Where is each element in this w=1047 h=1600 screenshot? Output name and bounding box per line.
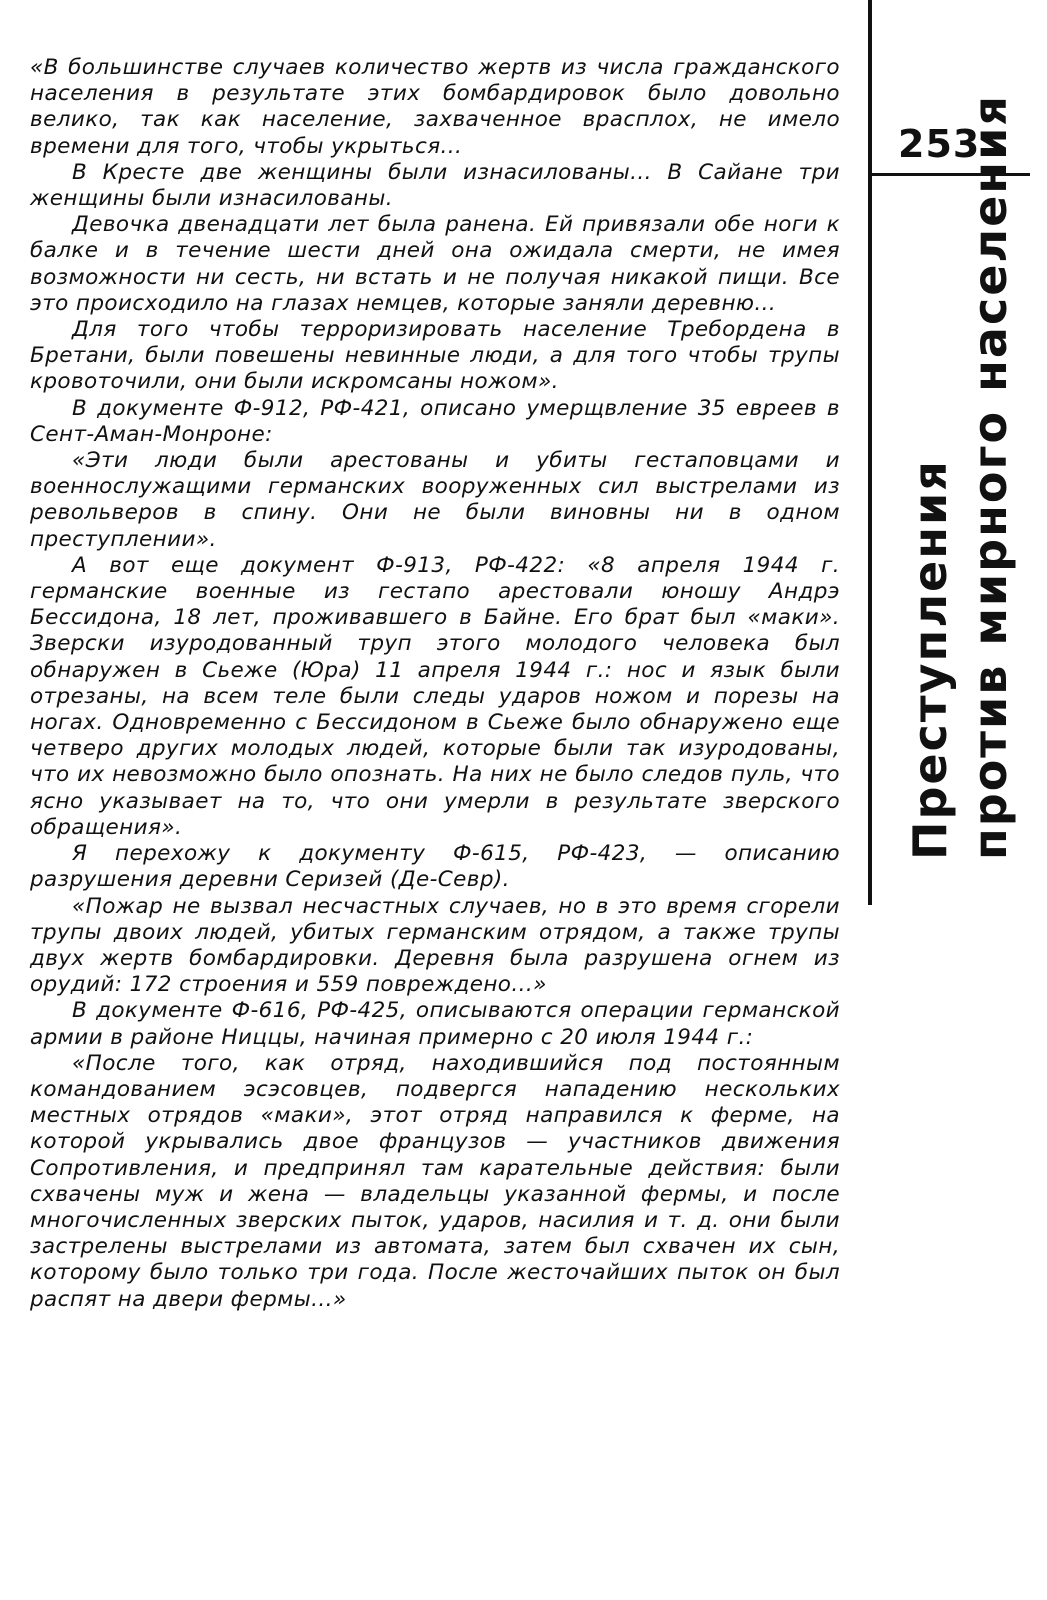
running-header-line-2: против мирного населения: [963, 94, 1017, 860]
page-number: 253: [898, 122, 981, 166]
running-header-line-1: Преступления: [903, 459, 957, 860]
paragraph: А вот еще документ Ф-913, РФ-422: «8 апреля 1944 г. германские военные из гестапо арестовали юношу Андрэ Бессидона, 18 лет, проживавшего в Байне. Его брат был «маки». Зверски изуродованный труп этого молодого человека был обнаружен в Сьеже (Юра) 11 апреля 1944 г.: нос и язык были отрезаны, на всем теле были следы ударов ножом и порезы на ногах. Одновременно с Бессидоном в Сьеже было обнаружено еще четверо других молодых людей, которые были так изуродованы, что их невозможно было опознать. На них не было следов пуль, что ясно указывает на то, что они умерли в результате зверского обращения».: [30, 552, 840, 840]
paragraph: «Эти люди были арестованы и убиты гестаповцами и военнослужащими германских вооруженных сил выстрелами из револьверов в спину. Они не были виновны ни в одном преступлении».: [30, 448, 840, 552]
paragraph: Для того чтобы терроризировать население Требордена в Бретани, были повешены невинные люди, а для того чтобы трупы кровоточили, они были искромсаны ножом».: [30, 317, 840, 395]
body-text: [30, 55, 840, 1313]
paragraph: В Кресте две женщины были изнасилованы... В Сайане три женщины были изнасилованы.: [30, 159, 840, 212]
paragraph: «В большинстве случаев количество жертв из числа гражданского населения в результате этих бомбардировок было довольно велико, так как население, захваченное врасплох, не имело времени для того, чтобы укрыться...: [30, 55, 840, 159]
paragraph: Девочка двенадцати лет была ранена. Ей привязали обе ноги к балке и в течение шести дней она ожидала смерти, не имея возможности ни сесть, ни встать и не получая никакой пищи. Все это происходило на глазах немцев, которые заняли деревню...: [30, 212, 840, 316]
vertical-rule: [868, 0, 872, 905]
paragraph: Я перехожу к документу Ф-615, РФ-423, — описанию разрушения деревни Серизей (Де-Севр).: [30, 841, 840, 893]
paragraph: «Пожар не вызвал несчастных случаев, но в это время сгорели трупы двоих людей, убитых германским отрядом, а также трупы двух жертв бомбардировки. Деревня была разрушена огнем из орудий: 172 строения и 559 повреждено...»: [30, 893, 840, 998]
paragraph: В документе Ф-912, РФ-421, описано умерщвление 35 евреев в Сент-Аман-Монроне:: [30, 395, 840, 447]
paragraph: «После того, как отряд, находившийся под постоянным командованием эсэсовцев, подвергся нападению нескольких местных отрядов «маки», этот отряд направился к ферме, на которой укрывались двое французов — участников движения Сопротивления, и предпринял там карательные действия: были схвачены муж и жена — владельцы указанной фермы, и после многочисленных зверских пыток, ударов, насилия и т. д. они были застрелены выстрелами из автомата, затем был схвачен их сын, которому было только три года. После жесточайших пыток он был распят на двери фермы...»: [30, 1050, 840, 1312]
paragraph: В документе Ф-616, РФ-425, описываются операции германской армии в районе Ниццы, начиная примерно с 20 июля 1944 г.:: [30, 998, 840, 1050]
